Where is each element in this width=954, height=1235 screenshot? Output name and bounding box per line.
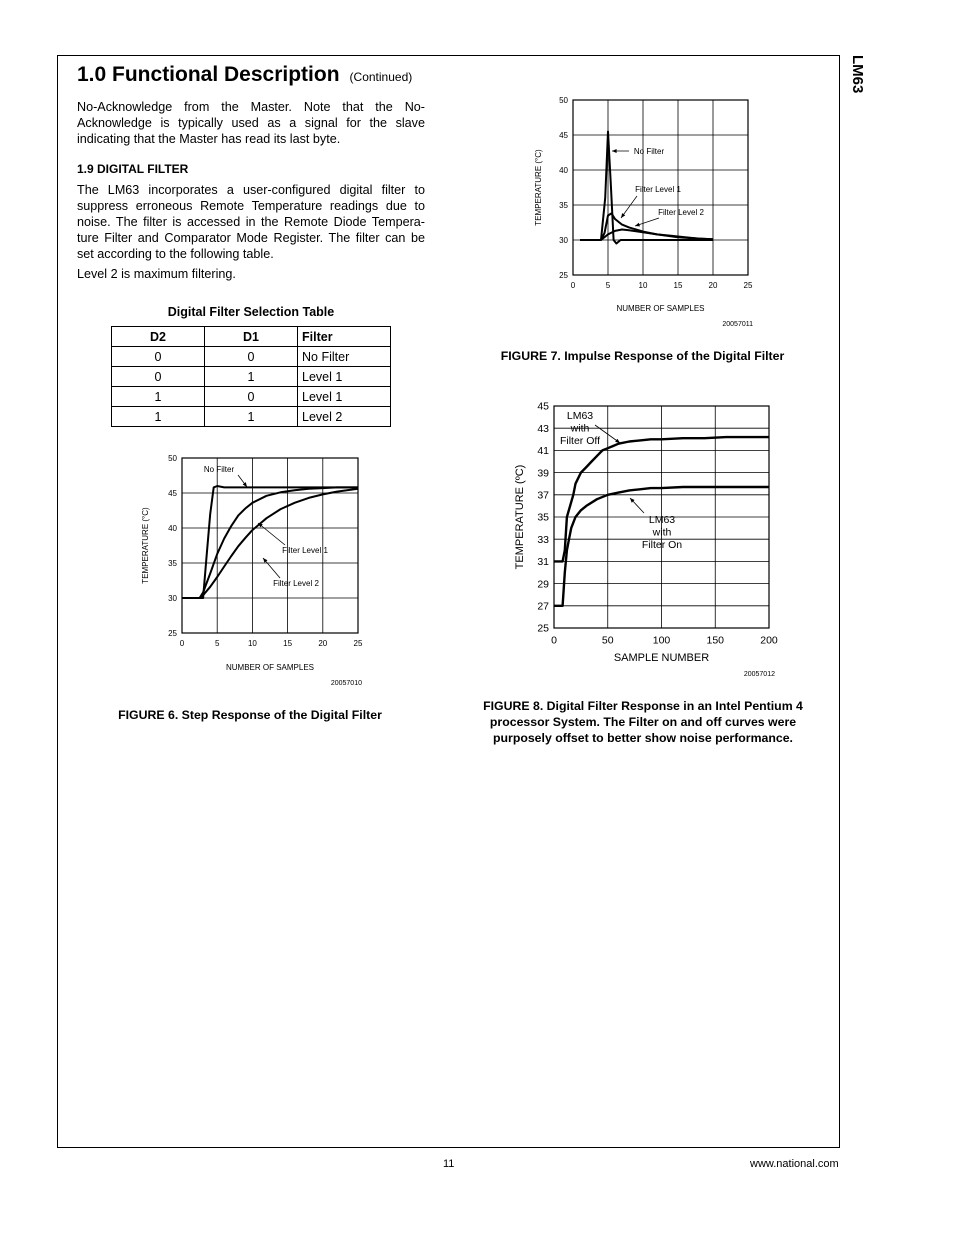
table-row (112, 347, 391, 367)
arrowhead (635, 223, 640, 227)
intro-paragraph: No-Acknowledge from the Master. Note that the No-Acknowledge is typically used as a signal for the slave indicating that the Master has read its last byte. (77, 100, 425, 146)
x-tick-label: 20 (708, 281, 718, 290)
arrowhead (621, 213, 625, 218)
x-tick-label: 0 (570, 281, 576, 290)
y-tick-label: 27 (537, 600, 549, 613)
y-axis-label: TEMPERATURE (°C) (534, 149, 543, 226)
table-cell: 1 (205, 367, 298, 387)
y-tick-label: 37 (537, 489, 549, 502)
x-tick-label: 100 (652, 634, 671, 647)
y-tick-label: 40 (559, 165, 568, 175)
y-tick-label: 25 (168, 628, 177, 638)
x-tick-label: 10 (247, 639, 257, 648)
y-tick-label: 25 (559, 270, 568, 280)
x-axis-label: NUMBER OF SAMPLES (225, 663, 315, 672)
annotation-label: with (570, 422, 590, 435)
annotation-label: Filter On (641, 539, 683, 551)
section-heading: 1.9 DIGITAL FILTER (77, 162, 189, 176)
y-tick-label: 35 (168, 558, 177, 568)
x-tick-label: 5 (605, 281, 611, 290)
y-tick-label: 25 (537, 622, 549, 635)
series-line-3 (580, 230, 713, 241)
x-tick-label: 20 (318, 639, 328, 648)
table-header-d1: D1 (205, 327, 298, 347)
x-tick-label: 25 (353, 639, 363, 648)
y-tick-label: 40 (168, 523, 177, 533)
y-axis-label: TEMPERATURE (°C) (141, 507, 150, 584)
x-tick-label: 0 (551, 634, 557, 647)
annotation-label: Filter Level 2 (658, 208, 704, 217)
annotation-label: No Filter (203, 465, 235, 474)
table-cell: Level 1 (298, 387, 391, 407)
intro-block (77, 99, 425, 147)
annotation-label: Filter Level 1 (282, 546, 328, 555)
annotation-label: Filter Level 1 (635, 185, 681, 194)
x-tick-label: 150 (706, 634, 725, 647)
y-tick-label: 35 (537, 511, 549, 524)
table-header-d2: D2 (112, 327, 205, 347)
x-axis-label: SAMPLE NUMBER (613, 652, 710, 664)
table-header-row (112, 327, 391, 347)
section-body (77, 182, 425, 282)
table-cell: Level 1 (298, 367, 391, 387)
table-cell: 0 (112, 367, 205, 387)
table-cell: 1 (112, 407, 205, 427)
section-paragraph-1: The LM63 incorporates a user-configured digital filter to suppress erroneous Remote Temperature readings due to noise. The filter is accessed in the Remote Diode Tempera-ture Filter and Comparator Mode Register. The filter can be set according to the following table. (77, 183, 425, 261)
page-number: 11 (443, 1158, 455, 1170)
x-tick-label: 0 (179, 639, 185, 648)
annotation-label: Filter Level 2 (273, 579, 319, 588)
table-cell: 0 (205, 347, 298, 367)
table-row (112, 407, 391, 427)
x-tick-label: 200 (760, 634, 778, 647)
y-tick-label: 31 (537, 556, 549, 569)
y-tick-label: 50 (168, 453, 177, 463)
continued-label: (Continued) (349, 70, 413, 84)
annotation-arrow (258, 523, 285, 545)
figure-7-caption: FIGURE 7. Impulse Response of the Digital Filter (500, 349, 785, 363)
y-tick-label: 33 (537, 533, 549, 546)
x-tick-label: 15 (673, 281, 683, 290)
x-tick-label: 15 (283, 639, 293, 648)
table-row (112, 387, 391, 407)
table-cell: 0 (205, 387, 298, 407)
table-title: Digital Filter Selection Table (167, 305, 335, 319)
arrowhead (615, 439, 620, 443)
arrowhead (243, 482, 247, 487)
y-axis-label: TEMPERATURE (ºC) (514, 464, 526, 570)
series-line-1 (182, 486, 358, 598)
figure-code: 20057011 (722, 321, 753, 328)
y-tick-label: 41 (537, 445, 549, 458)
side-tab (846, 55, 866, 100)
annotation-label: Filter Off (559, 435, 601, 447)
y-tick-label: 29 (537, 578, 549, 591)
series-line-2 (580, 213, 713, 240)
annotation-label: LM63 (566, 410, 594, 422)
section-paragraph-2: Level 2 is maximum filtering. (77, 267, 236, 281)
x-tick-label: 10 (638, 281, 648, 290)
x-tick-label: 25 (743, 281, 753, 290)
side-tab-label: LM63 (849, 55, 866, 94)
table-cell: No Filter (298, 347, 391, 367)
figure-6-chart (130, 445, 390, 690)
y-tick-label: 39 (537, 467, 549, 480)
x-tick-label: 5 (214, 639, 220, 648)
figure-code: 20057012 (743, 671, 775, 678)
annotation-label: LM63 (648, 514, 676, 526)
figure-6-caption: FIGURE 6. Step Response of the Digital Filter (118, 708, 382, 722)
table-cell: 0 (112, 347, 205, 367)
y-tick-label: 45 (537, 400, 549, 413)
arrowhead (612, 149, 617, 153)
table-cell: Level 2 (298, 407, 391, 427)
annotation-label: No Filter (633, 147, 665, 156)
figure-7-chart (525, 90, 765, 330)
x-axis-label: NUMBER OF SAMPLES (616, 304, 705, 313)
table-row (112, 367, 391, 387)
footer-url: www.national.com (750, 1158, 839, 1170)
y-tick-label: 30 (168, 593, 177, 603)
table-header-filter: Filter (298, 327, 391, 347)
y-tick-label: 35 (559, 200, 568, 210)
x-tick-label: 50 (601, 634, 614, 647)
figure-8-chart (505, 395, 790, 680)
y-tick-label: 50 (559, 95, 568, 105)
y-tick-label: 43 (537, 422, 549, 435)
filter-selection-table (111, 326, 391, 427)
figure-code: 20057010 (330, 680, 362, 687)
table-cell: 1 (205, 407, 298, 427)
figure-8-caption: FIGURE 8. Digital Filter Response in an Intel Pentium 4 processor System. The Filter on and off curves were purposely offset to better show noise performance. (483, 699, 803, 745)
table-cell: 1 (112, 387, 205, 407)
page-title-text: 1.0 Functional Description (77, 63, 340, 86)
y-tick-label: 30 (559, 235, 568, 245)
y-tick-label: 45 (168, 488, 177, 498)
page-title (77, 63, 412, 87)
y-tick-label: 45 (559, 130, 568, 140)
annotation-label: with (652, 526, 672, 539)
